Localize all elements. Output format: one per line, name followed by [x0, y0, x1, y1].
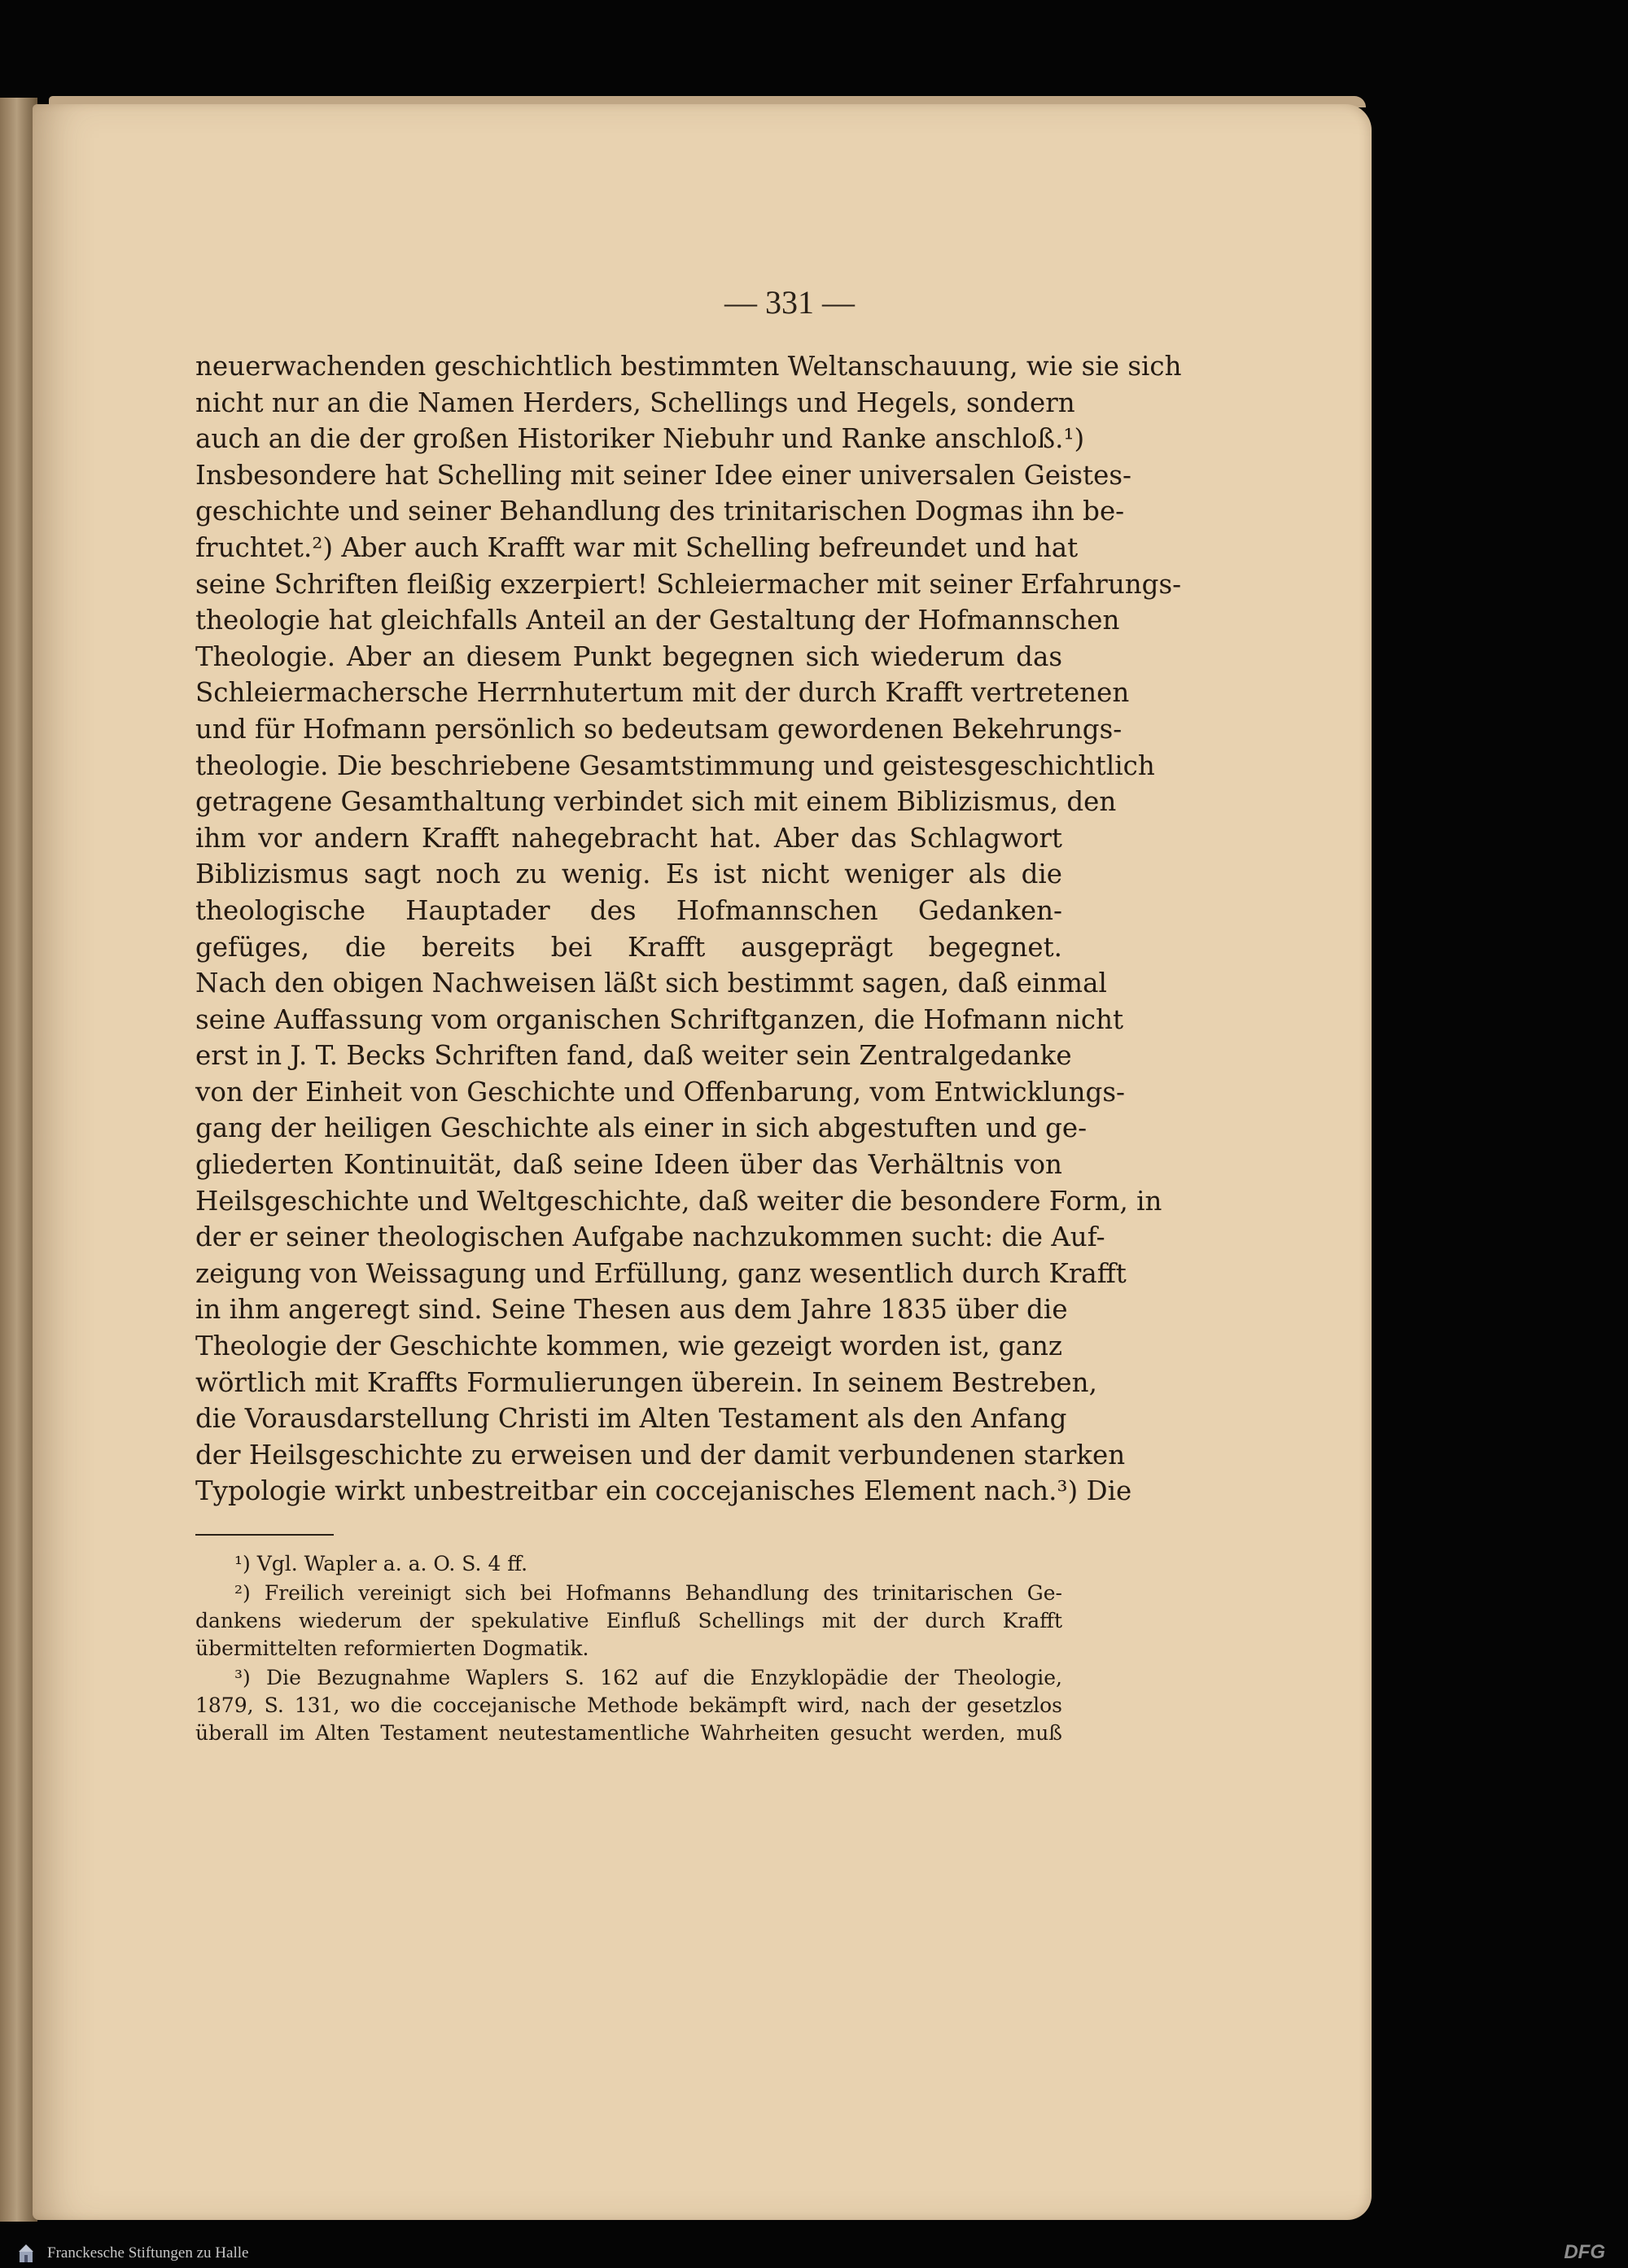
body-text	[195, 348, 1182, 1510]
text-line: der Heilsgeschichte zu erweisen und der damit verbundenen starken	[195, 1439, 1126, 1470]
text-line: seine Schriften fleißig exzerpiert! Schleiermacher mit seiner Erfahrungs-	[195, 568, 1182, 600]
text-line: fruchtet.²) Aber auch Krafft war mit Schelling befreundet und hat	[195, 531, 1079, 563]
footnote-rule	[195, 1534, 334, 1536]
text-line: gang der heiligen Geschichte als einer in sich abgestuften und ge-	[195, 1112, 1088, 1144]
text-line: getragene Gesamthaltung verbindet sich mit einem Biblizismus, den	[195, 786, 1117, 818]
text-line: Insbesondere hat Schelling mit seiner Idee einer universalen Geistes-	[195, 459, 1131, 491]
text-line: theologische Hauptader des Hofmannschen Gedanken-	[195, 894, 1062, 926]
footer-credit: Franckesche Stiftungen zu Halle	[47, 2244, 249, 2261]
text-line: auch an die der großen Historiker Niebuhr und Ranke anschloß.¹)	[195, 423, 1085, 455]
text-line: Heilsgeschichte und Weltgeschichte, daß weiter die besondere Form, in	[195, 1185, 1162, 1217]
text-line: Nach den obigen Nachweisen läßt sich bestimmt sagen, daß einmal	[195, 968, 1107, 999]
footnote-line: überall im Alten Testament neutestamentliche Wahrheiten gesucht werden, muß	[195, 1721, 1062, 1745]
text-line: neuerwachenden geschichtlich bestimmten Weltanschauung, wie sie sich	[195, 351, 1182, 382]
footnotes	[195, 1550, 1062, 1749]
footnote	[195, 1664, 1062, 1747]
text-line: theologie. Die beschriebene Gesamtstimmung und geistesgeschichtlich	[195, 749, 1155, 781]
text-line: Typologie wirkt unbestreitbar ein coccejanisches Element nach.³) Die	[195, 1475, 1132, 1507]
text-line: die Vorausdarstellung Christi im Alten Testament als den Anfang	[195, 1403, 1067, 1435]
text-line: Schleiermachersche Herrnhutertum mit der durch Krafft vertretenen	[195, 677, 1130, 709]
footnote-line: 1879, S. 131, wo die coccejanische Methode bekämpft wird, nach der gesetzlos	[195, 1693, 1062, 1717]
text-line: gefüges, die bereits bei Krafft ausgeprägt begegnet.	[195, 931, 1062, 963]
text-line: wörtlich mit Kraffts Formulierungen überein. In seinem Bestreben,	[195, 1366, 1097, 1398]
text-line: ihm vor andern Krafft nahegebracht hat. Aber das Schlagwort	[195, 822, 1062, 854]
text-line: geschichte und seiner Behandlung des trinitarischen Dogmas ihn be-	[195, 496, 1125, 527]
text-line: und für Hofmann persönlich so bedeutsam gewordenen Bekehrungs-	[195, 713, 1123, 745]
text-line: in ihm angeregt sind. Seine Thesen aus dem Jahre 1835 über die	[195, 1294, 1068, 1326]
text-line: zeigung von Weissagung und Erfüllung, ganz wesentlich durch Krafft	[195, 1257, 1127, 1289]
text-line: Biblizismus sagt noch zu wenig. Es ist nicht weniger als die	[195, 859, 1062, 890]
text-line: erst in J. T. Becks Schriften fand, daß weiter sein Zentralgedanke	[195, 1040, 1072, 1072]
text-line: nicht nur an die Namen Herders, Schellings und Hegels, sondern	[195, 387, 1075, 418]
footnote-line: ¹) Vgl. Wapler a. a. O. S. 4 ff.	[234, 1552, 528, 1575]
footnote-line: übermittelten reformierten Dogmatik.	[195, 1637, 589, 1660]
text-line: von der Einheit von Geschichte und Offenbarung, vom Entwicklungs-	[195, 1076, 1126, 1108]
footnote	[195, 1550, 1062, 1578]
text-line: Theologie der Geschichte kommen, wie gezeigt worden ist, ganz	[195, 1331, 1062, 1362]
footnote	[195, 1580, 1062, 1663]
footnote-line: dankens wiederum der spekulative Einfluß Schellings mit der durch Krafft	[195, 1609, 1062, 1632]
text-line: seine Auffassung vom organischen Schriftganzen, die Hofmann nicht	[195, 1003, 1124, 1035]
footnote-line: ²) Freilich vereinigt sich bei Hofmanns Behandlung des trinitarischen Ge-	[234, 1581, 1062, 1605]
footer-bar	[0, 2238, 1628, 2268]
text-line: der er seiner theologischen Aufgabe nachzukommen sucht: die Auf-	[195, 1221, 1105, 1253]
text-line: gliederten Kontinuität, daß seine Ideen über das Verhältnis von	[195, 1149, 1062, 1181]
text-line: Theologie. Aber an diesem Punkt begegnen sich wiederum das	[195, 640, 1062, 672]
text-line: theologie hat gleichfalls Anteil an der Gestaltung der Hofmannschen	[195, 605, 1120, 636]
footnote-line: ³) Die Bezugnahme Waplers S. 162 auf die Enzyklopädie der Theologie,	[234, 1666, 1062, 1689]
institution-logo-icon	[18, 2243, 34, 2264]
page-number: — 331 —	[724, 284, 855, 321]
dfg-logo: DFG	[1564, 2241, 1605, 2263]
